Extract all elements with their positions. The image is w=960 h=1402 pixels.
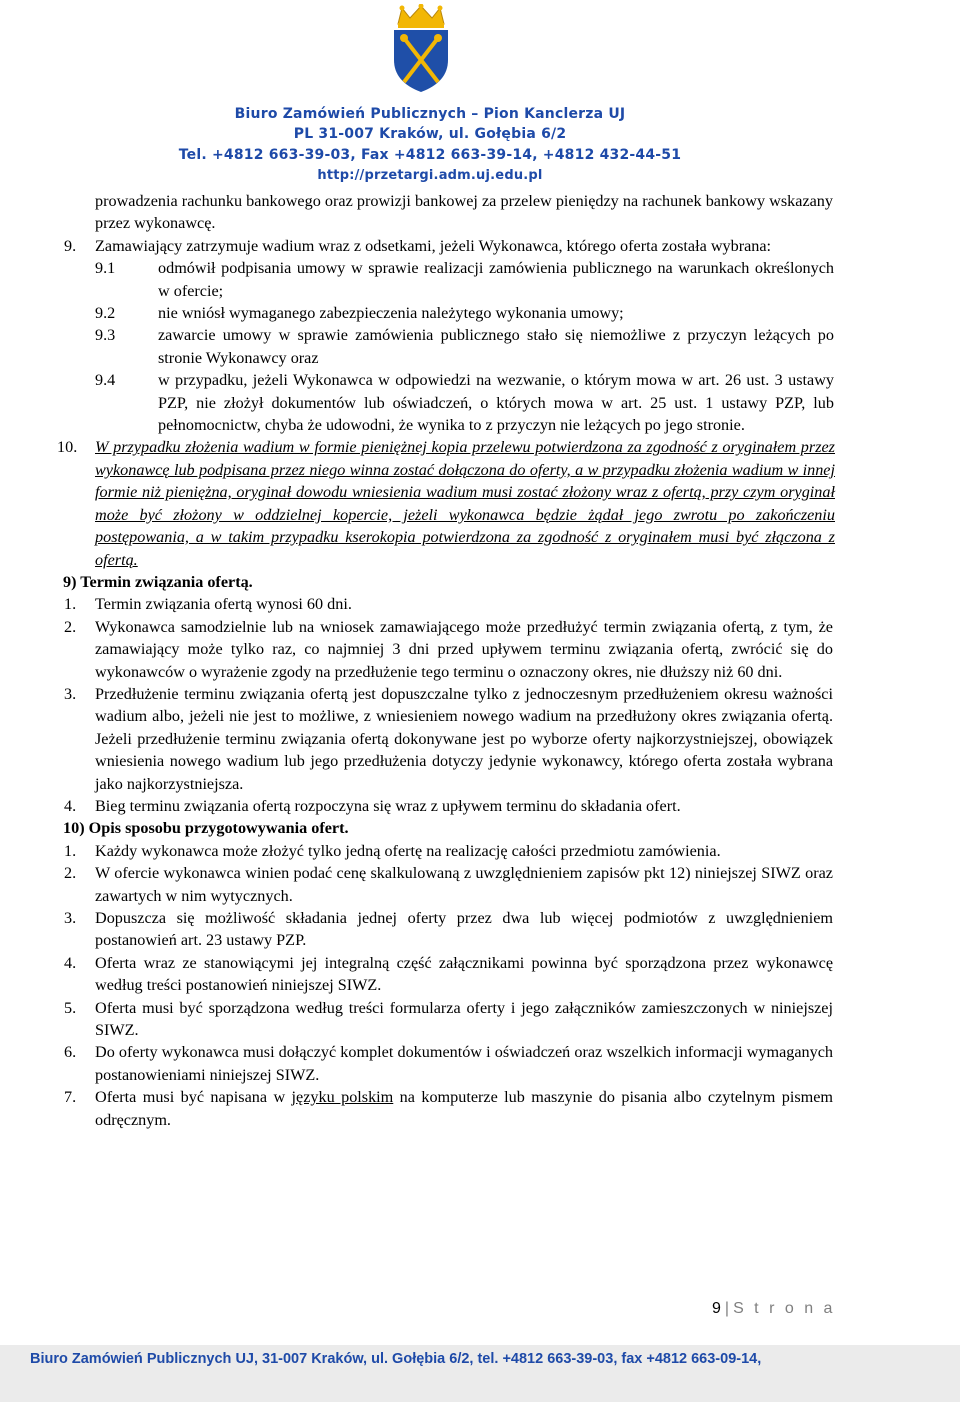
list-item: [64, 952, 833, 997]
list-text: [95, 1086, 833, 1131]
list-number: 1.: [64, 841, 77, 860]
list-number: 10.: [57, 438, 78, 457]
list-text: Dopuszcza się możliwość składania jednej oferty przez dwa lub więcej podmiotów z uwzględnieniem postanowień art. 23 ustawy PZP.: [95, 909, 833, 950]
list-item: [64, 795, 833, 817]
letterhead-url[interactable]: http://przetargi.adm.uj.edu.pl: [317, 168, 543, 183]
list-item: [64, 616, 833, 683]
list-text: odmówił podpisania umowy w sprawie realizacji zamówienia publicznego na warunkach określonych w ofercie;: [158, 259, 834, 300]
list-number: 4.: [64, 953, 77, 972]
text-run: na komputerze lub maszynie do pisania albo czytelnym pismem odręcznym.: [95, 1088, 834, 1129]
list-item: [64, 593, 833, 615]
list-text: W przypadku złożenia wadium w formie pieniężnej kopia przelewu potwierdzona za zgodność z oryginałem przez wykonawcę lub podpisana przez niego winna zostać dołączona do oferty, a w przypadku złożenia wadium w innej formie niż pieniężna, oryginał dowodu wniesienia wadium musi zostać złożony wraz z ofertą, przy czym oryginał może być złożony w oddzielnej kopercie, jeżeli wykonawca będzie żądał jego zwrotu po zakończeniu postępowania, a w takim przypadku kserokopia potwierdzona za zgodność z oryginałem musi być złączona z ofertą.: [95, 438, 835, 569]
list-item-9-4: [95, 369, 834, 436]
list-text: Zamawiający zatrzymuje wadium wraz z odsetkami, jeżeli Wykonawca, którego oferta została wybrana:: [95, 236, 772, 255]
letterhead-office: Biuro Zamówień Publicznych – Pion Kanclerza UJ: [234, 106, 626, 122]
list-text: W ofercie wykonawca winien podać cenę skalkulowaną z uwzględnieniem zapisów pkt 12) niniejszej SIWZ oraz zawartych w nim wytycznych.: [95, 864, 833, 905]
list-number: 6.: [64, 1043, 77, 1062]
list-item: [64, 683, 833, 795]
letterhead: [0, 0, 960, 190]
list-text: zawarcie umowy w sprawie zamówienia publicznego stało się niemożliwe z przyczyn leżących po stronie Wykonawcy oraz: [158, 326, 834, 367]
list-text: Oferta musi być sporządzona według treści formularza oferty i jego załączników zamieszczonych w niniejszej SIWZ.: [95, 998, 833, 1040]
university-crest-icon: [388, 4, 454, 94]
letterhead-address: PL 31-007 Kraków, ul. Gołębia 6/2: [293, 126, 567, 142]
list-item: [64, 1041, 833, 1086]
page-number: [712, 1300, 836, 1318]
list-number: 9.3: [95, 326, 116, 345]
list-text: Przedłużenie terminu związania ofertą jest dopuszczalne tylko z jednoczesnym przedłużeniem okresu ważności wadium albo, jeżeli nie jest to możliwe, z wniesieniem nowego wadium na przedłużony okres związania ofertą. Jeżeli przedłużenie terminu związania ofertą dokonywane jest po wyborze oferty najkorzystniejszej, obowiązek wniesienia nowego wadium lub jego przedłużenia dotyczy jedynie wykonawcy, którego oferta została wybrana jako najkorzystniejsza.: [95, 684, 833, 793]
underlined-text: języku polskim: [291, 1088, 394, 1107]
list-text: Każdy wykonawca może złożyć tylko jedną ofertę na realizację całości przedmiotu zamówienia.: [95, 841, 721, 860]
list-text: w przypadku, jeżeli Wykonawca w odpowiedzi na wezwanie, o którym mowa w art. 26 ust. 3 ustawy PZP, nie złożył dokumentów lub oświadczeń, o których mowa w art. 25 ust. 1 ustawy PZP, lub pełnomocnictw, chyba że udowodni, że wynika to z przyczyn nie leżących po jego stronie.: [158, 371, 834, 435]
list-number: 9.4: [95, 371, 116, 390]
section-heading-9: 9) Termin związania ofertą.: [63, 572, 253, 591]
list-number: 5.: [64, 998, 77, 1017]
list-item-9-2: [95, 302, 834, 324]
list-item: [64, 907, 833, 952]
text-run: Oferta musi być napisana w: [95, 1088, 292, 1107]
list-number: 2.: [64, 864, 77, 883]
paragraph-continuation: prowadzenia rachunku bankowego oraz prowizji bankowej za przelew pieniędzy na rachunek bankowy wskazany przez wykonawcę.: [95, 192, 833, 233]
list-number: 4.: [64, 796, 77, 815]
list-number: 9.2: [95, 304, 116, 323]
list-number: 2.: [64, 617, 77, 636]
page-footer: [0, 1345, 960, 1402]
list-text: Termin związania ofertą wynosi 60 dni.: [95, 595, 352, 614]
list-text: nie wniósł wymaganego zabezpieczenia należytego wykonania umowy;: [158, 304, 624, 323]
document-body: [0, 190, 960, 1131]
list-item: [64, 840, 833, 862]
list-number: 3.: [64, 909, 77, 927]
letterhead-phones: Tel. +4812 663-39-03, Fax +4812 663-39-14, +4812 432-44-51: [178, 147, 682, 163]
list-item-9-3: [95, 324, 834, 369]
page-number-separator: |: [724, 1300, 730, 1317]
list-text: Bieg terminu związania ofertą rozpoczyna się wraz z upływem terminu do składania ofert.: [95, 796, 681, 815]
list-item: [64, 1086, 834, 1131]
list-item-9-1: [95, 257, 834, 302]
list-item-9: [64, 235, 833, 257]
list-text: Oferta wraz ze stanowiącymi jej integralną część załącznikami powinna być sporządzona przez wykonawcę według treści postanowień niniejszej SIWZ.: [95, 953, 833, 995]
list-item: [64, 862, 833, 907]
list-item-10: [57, 436, 835, 570]
page-number-value: 9: [712, 1300, 721, 1317]
footer-contact: Biuro Zamówień Publicznych UJ, 31-007 Kraków, ul. Gołębia 6/2, tel. +4812 663-39-03, fax +4812 663-09-14,: [30, 1351, 762, 1367]
list-text: Do oferty wykonawca musi dołączyć komplet dokumentów i oświadczeń oraz wszelkich informacji wymaganych postanowieniami niniejszej SIWZ.: [95, 1043, 833, 1084]
section-heading-10: 10) Opis sposobu przygotowywania ofert.: [63, 819, 349, 838]
list-number: 7.: [64, 1088, 77, 1107]
page-number-label: S t r o n a: [733, 1300, 836, 1317]
list-number: 3.: [64, 684, 77, 703]
list-number: 9.1: [95, 259, 116, 278]
list-number: 9.: [64, 236, 77, 255]
list-item: [64, 997, 833, 1042]
list-text: Wykonawca samodzielnie lub na wniosek zamawiającego może przedłużyć termin związania ofertą, z tym, że zamawiający może tylko raz, co najmniej 3 dni przed upływem terminu związania ofertą, zwrócić się do wykonawców o wyrażenie zgody na przedłużenie tego terminu o oznaczony okres, nie dłuższy niż 60 dni.: [95, 617, 833, 681]
list-number: 1.: [64, 595, 77, 614]
